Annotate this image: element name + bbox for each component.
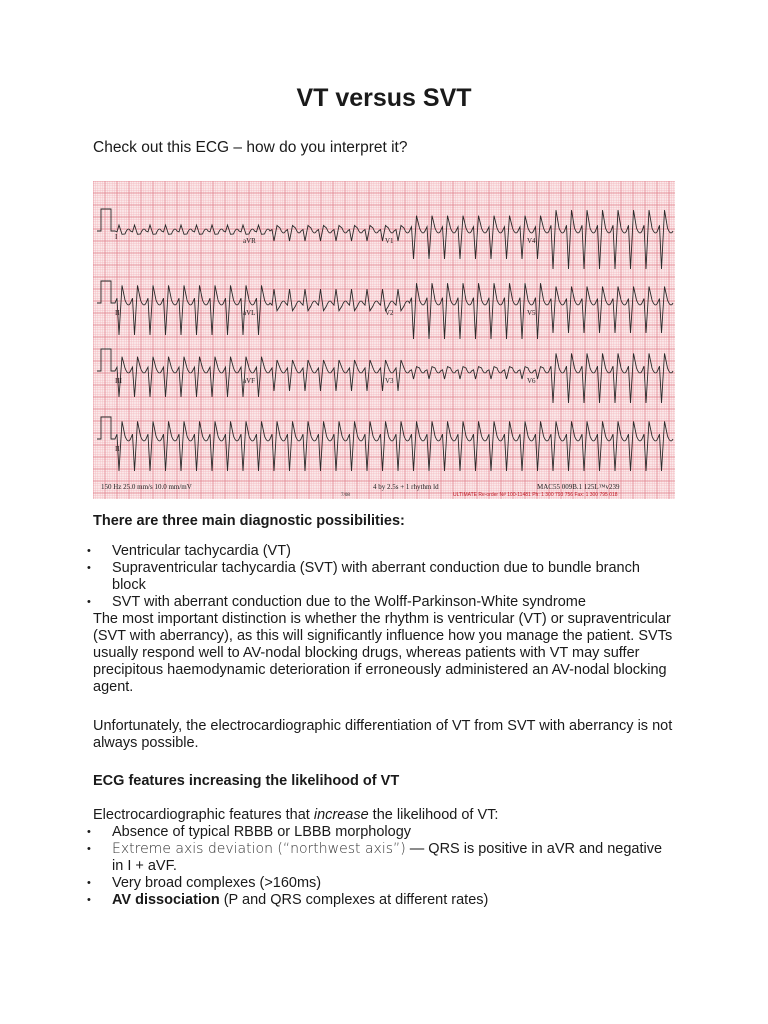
ecg-lead-label: V6 bbox=[527, 377, 536, 385]
list-item: • Supraventricular tachycardia (SVT) with aberrant conduction due to bundle branch block bbox=[93, 560, 653, 594]
ecg-lead-label: I bbox=[115, 233, 118, 241]
ecg-lead-label: aVR bbox=[243, 237, 256, 245]
list-item: • Ventricular tachycardia (VT) bbox=[93, 543, 653, 560]
ecg-tracing bbox=[93, 181, 675, 499]
ecg-trace-row bbox=[97, 349, 673, 403]
ecg-footer-code: 7/08 bbox=[341, 493, 350, 498]
features-heading: ECG features increasing the likelihood of VT bbox=[93, 773, 400, 789]
diagnosis-heading: There are three main diagnostic possibilities: bbox=[93, 513, 405, 529]
paragraph-distinction: The most important distinction is whether the rhythm is ventricular (VT) or supraventricular (SVT with aberrancy), as this will significantly influence how you manage the patient. SVTs usually respond well to AV-nodal blocking drugs, whereas patients with VT may suffer precipitous haemodynamic deterioration if erroneously administered an AV-nodal blocking agent. bbox=[93, 611, 673, 695]
ecg-lead-label: V2 bbox=[385, 309, 394, 317]
features-intro bbox=[93, 807, 683, 824]
features-intro-end: the likelihood of VT: bbox=[368, 807, 499, 823]
page-title: VT versus SVT bbox=[296, 84, 472, 112]
diagnosis-list bbox=[93, 543, 653, 611]
ecg-lead-label: aVL bbox=[243, 309, 256, 317]
list-item: • SVT with aberrant conduction due to the Wolff-Parkinson-White syndrome bbox=[93, 594, 653, 611]
ecg-lead-label: V4 bbox=[527, 237, 536, 245]
ecg-lead-label: V1 bbox=[385, 237, 394, 245]
ecg-lead-label: III bbox=[115, 377, 122, 385]
ecg-lead-label: aVF bbox=[243, 377, 256, 385]
paragraph-differentiation: Unfortunately, the electrocardiographic differentiation of VT from SVT with aberrancy is not always possible. bbox=[93, 718, 673, 751]
features-intro-emphasis: increase bbox=[313, 807, 369, 823]
av-dissociation-term: AV dissociation bbox=[112, 892, 220, 908]
ecg-footer-reorder: ULTIMATE Re-order N# 100-11481 Ph: 1 300 793 756 Fax: 1 300 795 018 bbox=[453, 492, 618, 498]
ecg-lead-label: II bbox=[115, 445, 120, 453]
ecg-footer-settings: 150 Hz 25.0 mm/s 10.0 mm/mV bbox=[101, 483, 192, 491]
list-item bbox=[93, 892, 673, 909]
ecg-footer-device: MAC55 009B.1 125L™v239 bbox=[537, 483, 620, 491]
ecg-lead-label: II bbox=[115, 309, 120, 317]
list-item: • Absence of typical RBBB or LBBB morphology bbox=[93, 824, 673, 841]
ecg-image bbox=[93, 181, 675, 499]
list-item bbox=[93, 841, 673, 875]
ecg-lead-label: V3 bbox=[385, 377, 394, 385]
intro-text: Check out this ECG – how do you interpret it? bbox=[93, 139, 408, 156]
features-list bbox=[93, 824, 673, 909]
ecg-trace-row bbox=[97, 417, 673, 471]
axis-deviation-term: Extreme axis deviation (“northwest axis”) bbox=[112, 841, 406, 857]
list-item: • Very broad complexes (>160ms) bbox=[93, 875, 673, 892]
features-intro-start: Electrocardiographic features that bbox=[93, 807, 314, 823]
axis-deviation-detail: — QRS is positive in aVR and negative in I + aVF. bbox=[112, 841, 663, 874]
ecg-footer-format: 4 by 2.5s + 1 rhythm ld bbox=[373, 483, 439, 491]
av-dissociation-detail: (P and QRS complexes at different rates) bbox=[219, 892, 489, 908]
ecg-lead-label: V5 bbox=[527, 309, 536, 317]
